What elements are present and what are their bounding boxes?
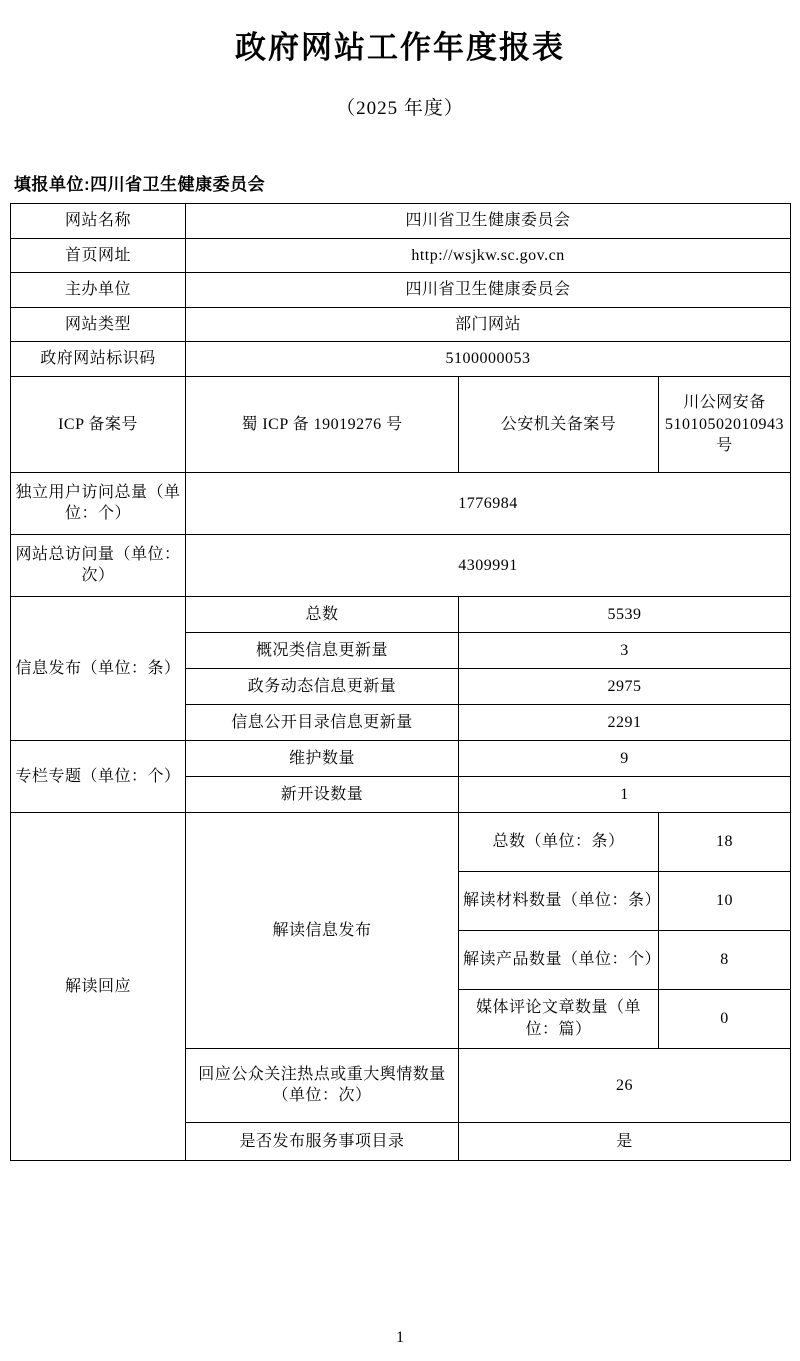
police-record-value: 川公网安备 51010502010943 号 — [659, 376, 791, 472]
interpretation-row-name: 媒体评论文章数量（单位：篇） — [459, 989, 659, 1048]
hotspot-response-value: 26 — [459, 1048, 791, 1122]
service-catalog-value: 是 — [459, 1122, 791, 1160]
icp-label: ICP 备案号 — [11, 376, 186, 472]
interpretation-row-name: 解读材料数量（单位：条） — [459, 871, 659, 930]
homepage-label: 首页网址 — [11, 238, 186, 273]
icp-value: 蜀 ICP 备 19019276 号 — [186, 376, 459, 472]
column-topic-row-name: 维护数量 — [186, 740, 459, 776]
table-row — [11, 376, 791, 472]
interpretation-row-value: 10 — [659, 871, 791, 930]
info-publish-row-value: 2291 — [459, 704, 791, 740]
info-publish-row-name: 概况类信息更新量 — [186, 632, 459, 668]
info-publish-row-name: 总数 — [186, 596, 459, 632]
total-visits-value: 4309991 — [186, 534, 791, 596]
interpretation-publish-label: 解读信息发布 — [186, 812, 459, 1048]
table-row — [11, 812, 791, 871]
homepage-value: http://wsjkw.sc.gov.cn — [186, 238, 791, 273]
unique-visitors-label: 独立用户访问总量（单位：个） — [11, 472, 186, 534]
table-row — [11, 204, 791, 239]
organizer-value: 四川省卫生健康委员会 — [186, 273, 791, 308]
info-publish-row-value: 3 — [459, 632, 791, 668]
site-name-value: 四川省卫生健康委员会 — [186, 204, 791, 239]
table-row — [11, 472, 791, 534]
gov-site-id-label: 政府网站标识码 — [11, 342, 186, 377]
hotspot-response-label: 回应公众关注热点或重大舆情数量（单位：次） — [186, 1048, 459, 1122]
page-title: 政府网站工作年度报表 — [235, 30, 565, 65]
table-row — [11, 342, 791, 377]
table-row — [11, 238, 791, 273]
site-type-label: 网站类型 — [11, 307, 186, 342]
info-publish-row-name: 信息公开目录信息更新量 — [186, 704, 459, 740]
column-topic-row-name: 新开设数量 — [186, 776, 459, 812]
info-publish-row-value: 5539 — [459, 596, 791, 632]
interpretation-row-value: 8 — [659, 930, 791, 989]
site-type-value: 部门网站 — [186, 307, 791, 342]
table-row — [11, 596, 791, 632]
info-publish-row-value: 2975 — [459, 668, 791, 704]
info-publish-label: 信息发布（单位：条） — [11, 596, 186, 740]
page-number: 1 — [396, 1329, 404, 1346]
annual-report-table — [10, 203, 791, 1161]
service-catalog-label: 是否发布服务事项目录 — [186, 1122, 459, 1160]
table-row — [11, 534, 791, 596]
interpretation-row-name: 解读产品数量（单位：个） — [459, 930, 659, 989]
document-page — [0, 22, 800, 1361]
organizer-label: 主办单位 — [11, 273, 186, 308]
interpretation-row-name: 总数（单位：条） — [459, 812, 659, 871]
column-topic-row-value: 9 — [459, 740, 791, 776]
gov-site-id-value: 5100000053 — [186, 342, 791, 377]
site-name-label: 网站名称 — [11, 204, 186, 239]
table-row — [11, 273, 791, 308]
info-publish-row-name: 政务动态信息更新量 — [186, 668, 459, 704]
interpretation-label: 解读回应 — [11, 812, 186, 1160]
column-topic-row-value: 1 — [459, 776, 791, 812]
reporting-unit: 填报单位:四川省卫生健康委员会 — [14, 175, 266, 194]
column-topic-label: 专栏专题（单位：个） — [11, 740, 186, 812]
table-row — [11, 740, 791, 776]
total-visits-label: 网站总访问量（单位：次） — [11, 534, 186, 596]
police-record-label: 公安机关备案号 — [459, 376, 659, 472]
table-row — [11, 307, 791, 342]
interpretation-row-value: 0 — [659, 989, 791, 1048]
unique-visitors-value: 1776984 — [186, 472, 791, 534]
page-subtitle: （2025 年度） — [336, 98, 464, 119]
interpretation-row-value: 18 — [659, 812, 791, 871]
